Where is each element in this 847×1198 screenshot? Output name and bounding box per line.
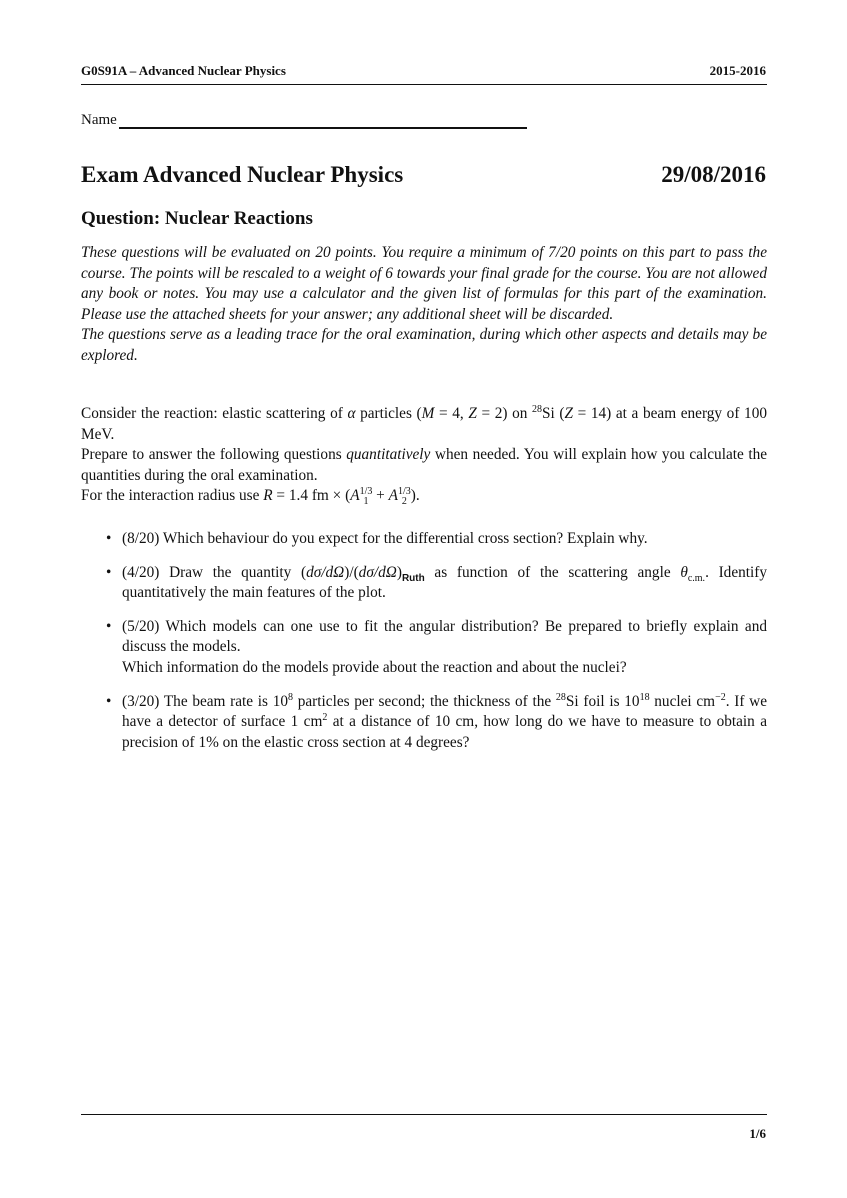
text: For the interaction radius use xyxy=(81,487,264,505)
text: + xyxy=(372,487,389,505)
text: Si foil is 10 xyxy=(565,692,640,710)
name-line xyxy=(119,113,527,129)
text: Consider the reaction: elastic scattering of xyxy=(81,405,348,422)
superscript: 2 xyxy=(322,712,328,724)
math: dσ/dΩ xyxy=(358,563,397,581)
header-rule xyxy=(81,84,767,85)
text: = 14) at a beam energy of 100 MeV. xyxy=(81,405,767,443)
text: nuclei cm xyxy=(649,692,716,710)
instructions-p2: The questions serve as a leading trace for the oral examination, during which other aspects and details may be explored. xyxy=(81,326,767,364)
text: Prepare to answer the following questions xyxy=(81,446,347,464)
text: )/( xyxy=(344,563,359,581)
text: . If we have a detector of surface 1 cm xyxy=(122,692,767,731)
page-number: 1/6 xyxy=(749,1126,766,1141)
math: dσ/dΩ xyxy=(306,563,345,581)
bullet-icon: • xyxy=(106,617,112,635)
exp: 1/3 xyxy=(397,485,411,497)
mass-symbol: A xyxy=(388,487,398,505)
bullet-icon: • xyxy=(106,692,112,710)
text: particles per second; the thickness of the xyxy=(293,692,556,710)
text: as function of the scattering angle xyxy=(424,563,681,581)
text: at a distance of 10 cm, how long do we have to measure to obtain a precision of 1% on the elastic cross section at 4 degrees? xyxy=(122,713,767,751)
exponent-1 xyxy=(360,487,373,507)
problem-line-2 xyxy=(81,445,767,486)
footer-rule xyxy=(81,1114,767,1115)
text: (4/20) Draw the quantity ( xyxy=(122,563,307,581)
instructions xyxy=(81,243,767,367)
question-1 xyxy=(81,529,767,550)
question-2 xyxy=(81,563,767,604)
text: (3/20) The beam rate is 10 xyxy=(122,692,289,710)
name-label: Name xyxy=(81,112,117,128)
superscript: 8 xyxy=(288,691,294,703)
subscript: c.m. xyxy=(687,572,706,584)
text: Si ( xyxy=(542,405,565,422)
text: . Identify quantitatively the main features of the plot. xyxy=(122,563,768,602)
text: ). xyxy=(410,487,420,505)
problem-line-1 xyxy=(81,404,767,445)
question-text: (8/20) Which behaviour do you expect for the differential cross section? Explain why. xyxy=(122,530,648,547)
subscript: Ruth xyxy=(401,572,425,584)
question-list xyxy=(81,529,767,766)
question-title: Question: Nuclear Reactions xyxy=(81,208,313,229)
mass-symbol: M xyxy=(421,405,435,422)
instructions-p1: These questions will be evaluated on 20 points. You require a minimum of 7/20 points on this part to pass the course. The points will be rescaled to a weight of 6 towards your final grade for the course. You are not allowed any book or notes. You may use a calculator and the given list of formulas for this part of the examination. Please use the attached sheets for your answer; any additional sheet will be discarded. xyxy=(81,244,767,323)
mass-number: 28 xyxy=(532,403,543,415)
header-year: 2015-2016 xyxy=(709,63,766,78)
header-course: G0S91A – Advanced Nuclear Physics xyxy=(81,63,286,78)
exam-date: 29/08/2016 xyxy=(661,162,766,187)
bullet-icon: • xyxy=(106,530,112,547)
question-text: Which information do the models provide about the reaction and about the nuclei? xyxy=(122,658,627,676)
superscript: 28 xyxy=(555,691,566,703)
bullet-icon: • xyxy=(106,563,112,581)
text: particles ( xyxy=(355,405,422,422)
charge-symbol: Z xyxy=(468,405,477,422)
charge-symbol: Z xyxy=(564,405,574,422)
problem-line-3 xyxy=(81,486,767,507)
sub: 2 xyxy=(401,495,407,507)
theta-symbol: θ xyxy=(680,563,688,581)
question-text: (5/20) Which models can one use to fit the angular distribution? Be prepared to briefly explain and discuss the models. xyxy=(122,617,767,656)
text: when needed. You will explain how you calculate the quantities during the oral examination. xyxy=(81,446,768,484)
question-4 xyxy=(81,692,767,754)
exponent-2 xyxy=(398,487,411,507)
sub: 1 xyxy=(363,495,369,507)
question-3 xyxy=(81,617,767,679)
problem-statement xyxy=(81,404,767,507)
superscript: 18 xyxy=(639,691,650,703)
exam-title: Exam Advanced Nuclear Physics xyxy=(81,162,404,187)
text: = 1.4 fm × ( xyxy=(272,487,351,505)
alpha-symbol: α xyxy=(347,405,356,422)
radius-symbol: R xyxy=(263,487,273,505)
text: = 2) on xyxy=(476,405,533,422)
emphasis: quantitatively xyxy=(346,446,431,464)
name-field xyxy=(81,112,527,129)
superscript: −2 xyxy=(715,691,726,703)
text: = 4, xyxy=(434,405,469,422)
mass-symbol: A xyxy=(350,487,360,505)
exp: 1/3 xyxy=(359,485,373,497)
text: ) xyxy=(396,563,402,581)
